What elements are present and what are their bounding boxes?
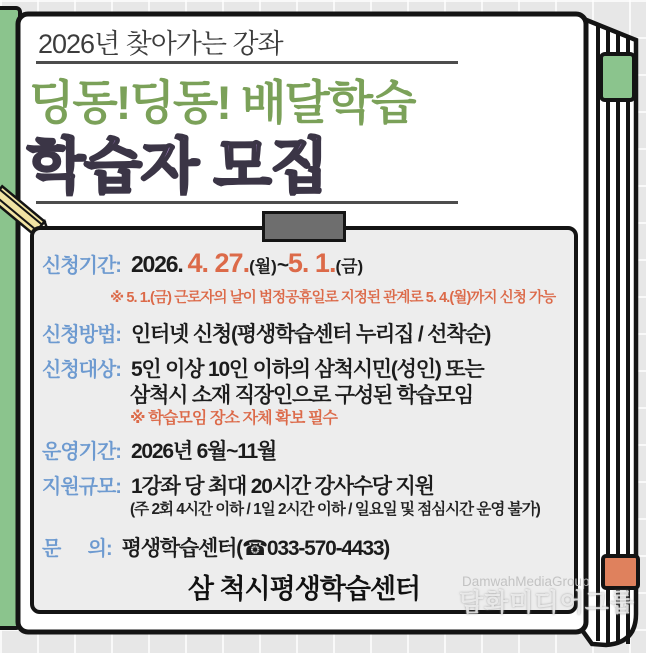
contact-name: 평생학습센터( — [121, 537, 242, 560]
period-tilde: ~ — [276, 254, 288, 277]
target-line1: 5인 이상 10인 이하의 삼척시민(성인) 또는 — [130, 358, 484, 381]
contact-label: 문 의: — [42, 538, 112, 560]
target-label: 신청대상: — [42, 359, 121, 381]
contact-number: 033-570-4433) — [266, 537, 390, 560]
row-target-note — [130, 405, 337, 428]
row-contact — [42, 532, 389, 562]
row-period — [42, 248, 363, 279]
eyebrow-title: 2026년 찾아가는 강좌 — [38, 29, 283, 59]
support-note: (주 2회 4시간 이하 / 1일 2시간 이하 / 일요일 및 점심시간 운영 불가) — [130, 501, 540, 518]
tape-graphic — [262, 211, 346, 242]
phone-icon: ☎ — [241, 537, 267, 560]
header-divider-top — [36, 61, 458, 64]
info-box — [30, 226, 578, 614]
target-note: ※ 학습모임 장소 자체 확보 필수 — [130, 410, 338, 427]
period-start-date: 4. 27. — [187, 248, 250, 278]
method-label: 신청방법: — [42, 324, 121, 346]
row-support — [42, 470, 434, 500]
support-label: 지원규모: — [42, 476, 121, 498]
main-title-line1: 딩동!딩동! 배달학습 — [29, 76, 415, 129]
support-text: 1강좌 당 최대 20시간 강사수당 지원 — [130, 475, 434, 498]
period-end-date: 5. 1. — [287, 248, 336, 278]
watermark-ko: 담화미디어그룹 — [459, 589, 636, 617]
organization-name: 삼 척시평생학습센터 — [187, 574, 421, 604]
operation-label: 운영기간: — [42, 441, 121, 463]
period-start-day: (월) — [249, 257, 277, 276]
method-text: 인터넷 신청(평생학습센터 누리집 / 선착순) — [130, 323, 491, 346]
period-year: 2026. — [130, 251, 183, 277]
period-end-day: (금) — [335, 257, 364, 276]
row-operation — [42, 435, 276, 465]
row-period-note — [110, 286, 555, 307]
main-title-line2: 학습자 모집 — [27, 133, 328, 200]
period-label: 신청기간: — [42, 255, 121, 277]
row-support-note — [130, 497, 540, 519]
watermark-en: DamwahMediaGroup — [462, 574, 590, 589]
operation-text: 2026년 6월~11월 — [130, 440, 277, 463]
header-divider-bottom — [36, 201, 458, 204]
period-note: ※ 5. 1.(금) 근로자의 날이 법정공휴일로 지정된 관계로 5. 4.(월)까지 신청 가능 — [110, 290, 556, 306]
row-method — [42, 318, 490, 348]
target-line2: 삼척시 소재 직장인으로 구성된 학습모임 — [130, 384, 473, 407]
